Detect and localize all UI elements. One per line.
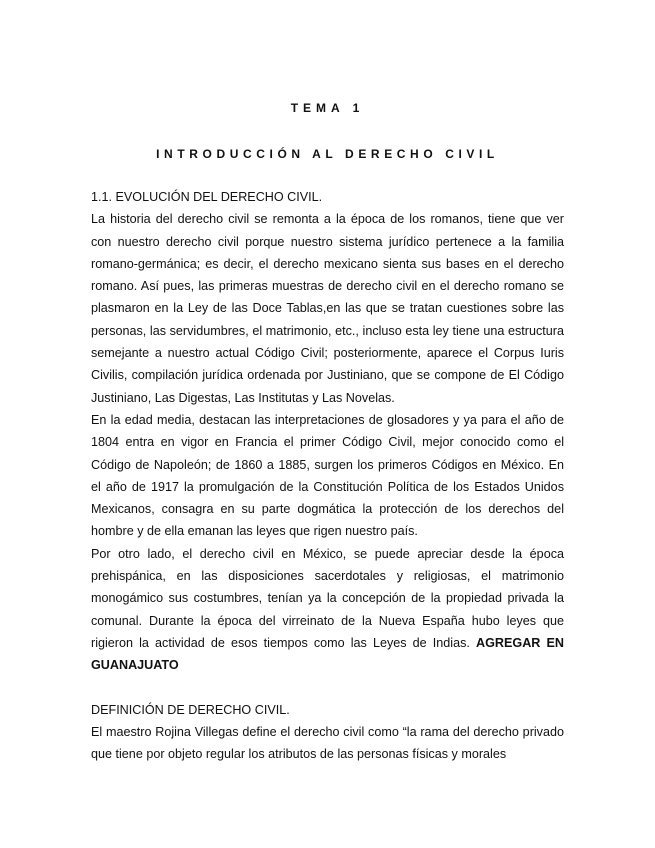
document-body bbox=[91, 186, 564, 766]
paragraph-historia: La historia del derecho civil se remonta a la época de los romanos, tiene que ver con nuestro derecho civil porque nuestro sistema jurídico pertenece a la familia romano-germánica; es decir, el derecho mexicano sienta sus bases en el derecho romano. Así pues, las primeras muestras de derecho civil en el derecho romano se plasmaron en la Ley de las Doce Tablas,en las que se tratan cuestiones sobre las personas, las servidumbres, el matrimonio, etc., incluso esta ley tiene una estructura semejante a nuestro actual Código Civil; posteriormente, aparece el Corpus Iuris Civilis, compilación jurídica ordenada por Justiniano, que se compone de El Código Justiniano, Las Digestas, Las Institutas y Las Novelas. bbox=[91, 212, 564, 405]
paragraph-mexico bbox=[91, 543, 564, 677]
chapter-number: TEMA 1 bbox=[290, 101, 365, 115]
section-heading-definicion: DEFINICIÓN DE DERECHO CIVIL. bbox=[91, 702, 290, 717]
chapter-title: INTRODUCCIÓN AL DERECHO CIVIL bbox=[156, 147, 499, 161]
paragraph-mexico-text: Por otro lado, el derecho civil en México, se puede apreciar desde la época prehispánica, en las disposiciones sacerdotales y religiosas, el matrimonio monogámico sus costumbres, tenían ya la concepción de la propiedad privada la comunal. Durante la época del virreinato de la Nueva España hubo leyes que rigieron la actividad de esos tiempos como las Leyes de Indias. bbox=[91, 546, 564, 650]
section-gap bbox=[91, 677, 564, 699]
paragraph-definicion: El maestro Rojina Villegas define el derecho civil como “la rama del derecho privado que tiene por objeto regular los atributos de las personas físicas y morales bbox=[91, 725, 564, 762]
section-heading-evolucion: 1.1. EVOLUCIÓN DEL DERECHO CIVIL. bbox=[91, 190, 323, 204]
paragraph-edad-media: En la edad media, destacan las interpretaciones de glosadores y ya para el año de 1804 entra en vigor en Francia el primer Código Civil, mejor conocido como el Código de Napoleón; de 1860 a 1885, surgen los primeros Códigos en México. En el año de 1917 la promulgación de la Constitución Política de los Estados Unidos Mexicanos, consagra en su parte dogmática la protección de los derechos del hombre y de ella emanan las leyes que rigen nuestro país. bbox=[91, 412, 564, 539]
agregar-note: AGREGAR EN GUANAJUATO bbox=[91, 635, 564, 673]
